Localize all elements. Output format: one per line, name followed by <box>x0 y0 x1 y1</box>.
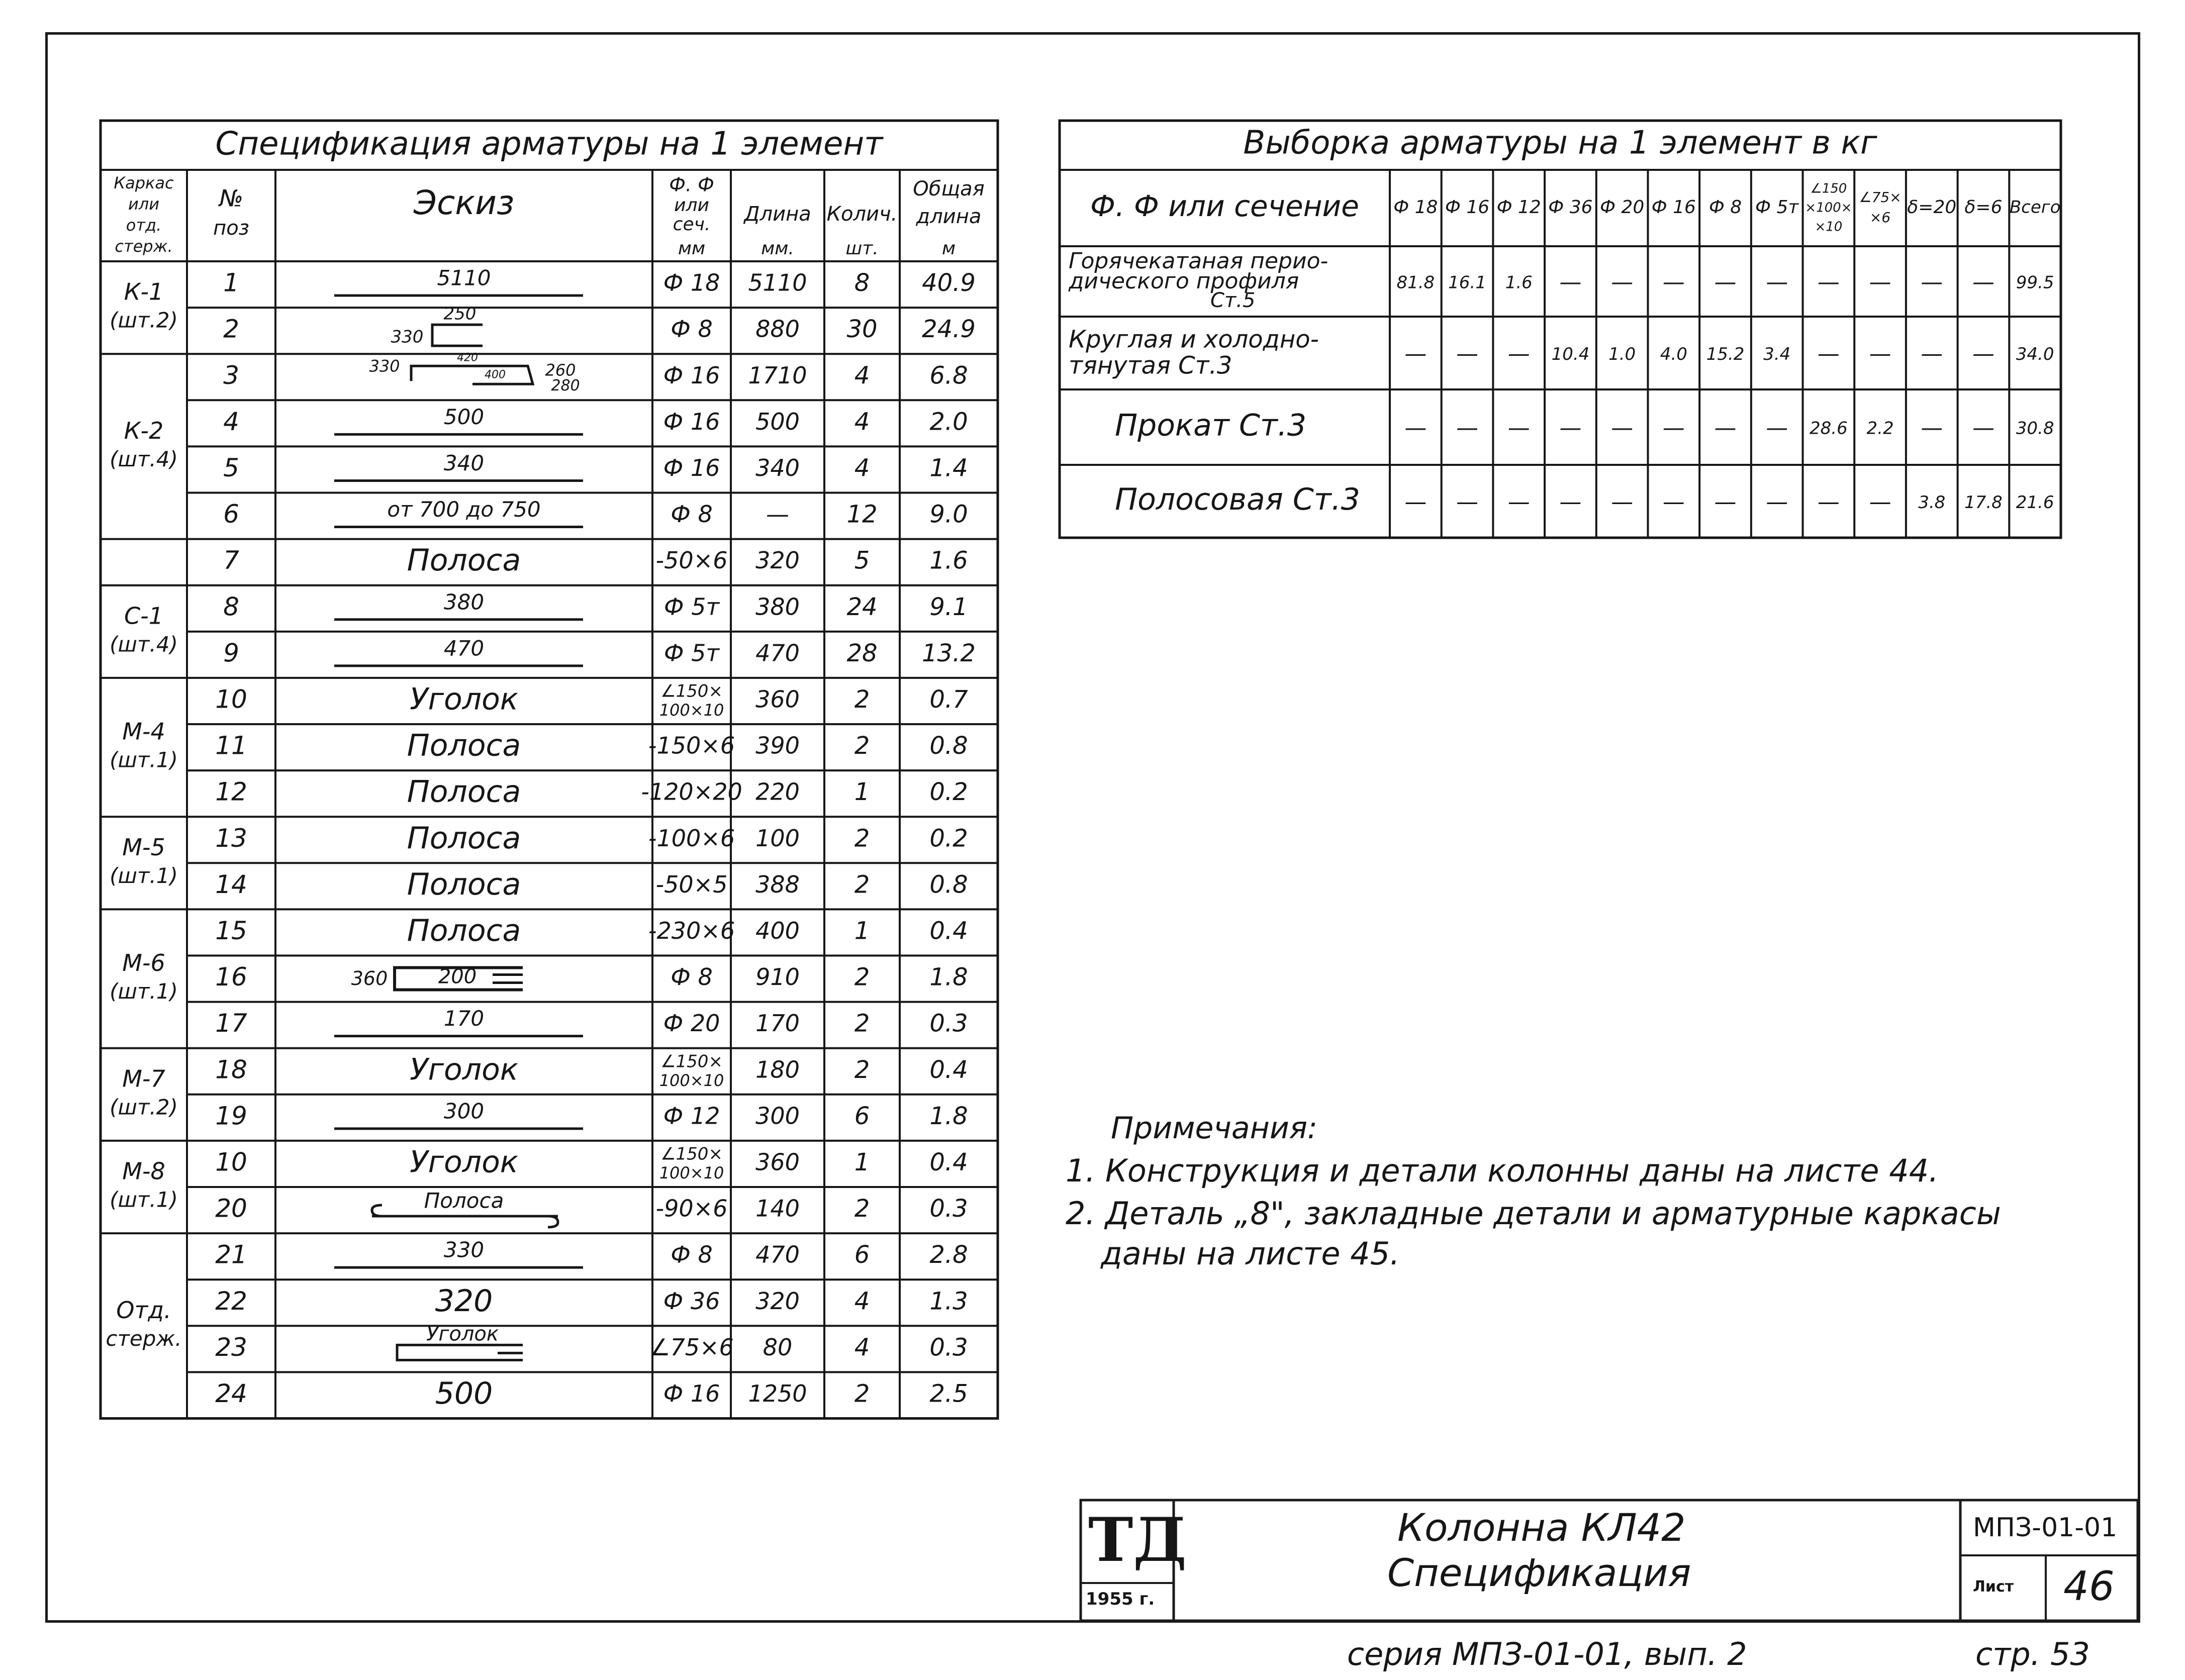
selection-row-label: Горячекатаная перио- <box>1069 248 1328 274</box>
spec-row-length: 100 <box>755 824 800 852</box>
spec-row-section: 100×10 <box>659 1163 724 1182</box>
sketch-dim: 330 <box>443 1237 485 1262</box>
spec-row-qty: 28 <box>846 639 878 667</box>
spec-group-label: М-7 <box>122 1065 165 1093</box>
spec-row-total: 0.8 <box>929 870 968 899</box>
spec-row-pos: 3 <box>223 360 239 390</box>
selection-col-header: ∠150 <box>1810 181 1847 196</box>
drawing-subtitle: Спецификация <box>1387 1550 1691 1595</box>
spec-header-total: длина <box>916 205 982 228</box>
spec-row-pos: 16 <box>215 962 247 992</box>
selection-cell: 10.4 <box>1551 344 1590 364</box>
spec-row-total: 0.2 <box>929 778 968 807</box>
sheet-label: Лист <box>1973 1578 2014 1596</box>
selection-cell: — <box>1766 269 1788 295</box>
spec-row-length: 300 <box>755 1102 800 1130</box>
spec-row-total: 0.4 <box>929 1148 968 1176</box>
spec-row-total: 0.8 <box>929 732 968 760</box>
selection-col-header: Ф 12 <box>1496 197 1541 218</box>
selection-cell: — <box>1714 489 1737 515</box>
selection-cell: — <box>1404 341 1427 367</box>
selection-cell: — <box>1662 489 1685 515</box>
selection-cell: — <box>1766 489 1788 515</box>
sketch-dim: 200 <box>438 965 477 989</box>
spec-row-pos: 2 <box>223 314 239 344</box>
selection-cell: — <box>1611 489 1634 515</box>
spec-row-length: 910 <box>755 963 800 991</box>
notes-title: Примечания: <box>1111 1111 1318 1146</box>
spec-row-pos: 19 <box>215 1101 247 1131</box>
sketch-dim: 260 <box>545 360 576 380</box>
spec-header-dia: или <box>674 195 709 216</box>
spec-header-group: или <box>128 194 160 214</box>
selection-cell: — <box>1921 415 1943 441</box>
selection-cell: — <box>1507 341 1530 367</box>
sketch-dim: Уголок <box>426 1322 499 1346</box>
spec-row-sketch-text: Полоса <box>407 866 521 902</box>
selection-title: Выборка арматуры на 1 элемент в кг <box>1243 124 1877 162</box>
selection-col-header: δ=20 <box>1907 197 1957 218</box>
spec-title: Спецификация арматуры на 1 элемент <box>215 125 883 163</box>
selection-cell: — <box>1817 489 1840 515</box>
spec-row-total: 1.8 <box>929 1102 968 1130</box>
selection-col-header: δ=6 <box>1964 197 2003 218</box>
selection-cell: — <box>1869 341 1891 367</box>
spec-header-qty: Колич. <box>826 203 898 226</box>
spec-row-sketch-text: Полоса <box>407 774 521 810</box>
note-3: даны на листе 45. <box>1101 1235 1400 1272</box>
selection-cell: — <box>1507 489 1530 515</box>
selection-col-header: Ф 20 <box>1599 197 1645 218</box>
spec-row-total: 2.8 <box>929 1241 968 1269</box>
sketch-dim: 170 <box>443 1006 485 1031</box>
selection-col-header: Ф 18 <box>1393 197 1438 218</box>
spec-row-total: 0.3 <box>929 1333 968 1362</box>
spec-row-qty: 1 <box>854 1148 870 1176</box>
spec-row-section: Ф 8 <box>671 963 713 991</box>
spec-row-total: 0.3 <box>929 1009 968 1038</box>
spec-row-qty: 2 <box>854 824 870 853</box>
spec-row-length: 380 <box>755 593 800 621</box>
spec-header-dia-unit: мм <box>678 238 706 259</box>
spec-row-qty: 2 <box>854 1009 870 1038</box>
spec-row-length: 470 <box>755 1241 800 1268</box>
selection-cell: 81.8 <box>1396 272 1435 293</box>
spec-row-length: 320 <box>755 547 800 574</box>
spec-row-total: 0.4 <box>929 917 968 945</box>
spec-row-section: -150×6 <box>648 732 735 759</box>
spec-group-label: М-4 <box>122 718 165 745</box>
spec-row-total: 40.9 <box>922 269 976 298</box>
sketch-dim: 500 <box>443 404 485 429</box>
selection-row-label: Прокат Ст.3 <box>1115 408 1307 443</box>
spec-header-len-unit: мм. <box>761 238 794 259</box>
spec-row-total: 9.0 <box>929 500 968 529</box>
selection-cell: 3.8 <box>1918 492 1946 513</box>
spec-row-length: 140 <box>755 1195 800 1222</box>
spec-row-pos: 13 <box>215 823 247 853</box>
spec-row-section: Ф 8 <box>671 1241 713 1268</box>
spec-row-pos: 10 <box>215 684 247 714</box>
spec-row-length: 180 <box>755 1056 800 1083</box>
spec-row-length: 500 <box>755 408 800 435</box>
spec-row-pos: 1 <box>223 268 239 298</box>
spec-header-sketch: Эскиз <box>413 183 515 223</box>
spec-row-total: 0.3 <box>929 1195 968 1223</box>
spec-row-length: 80 <box>763 1333 793 1361</box>
spec-header-dia: Ф. Ф <box>669 173 714 196</box>
spec-row-qty: 2 <box>854 732 870 760</box>
sketch-dim: 280 <box>551 376 580 394</box>
selection-cell: — <box>1404 489 1427 515</box>
spec-row-length: — <box>766 501 789 528</box>
selection-cell: 3.4 <box>1763 344 1791 364</box>
spec-row-pos: 24 <box>215 1378 247 1408</box>
spec-header-len: Длина <box>744 203 811 226</box>
spec-group-label: С-1 <box>124 602 163 630</box>
spec-row-section: -230×6 <box>648 917 735 944</box>
selection-cell: — <box>1766 415 1788 441</box>
spec-row-total: 0.2 <box>929 824 968 853</box>
selection-cell: 1.0 <box>1608 344 1636 364</box>
spec-row-section: -120×20 <box>641 778 742 806</box>
selection-cell: — <box>1611 415 1634 441</box>
spec-row-total: 1.3 <box>929 1287 968 1316</box>
spec-group-qty: (шт.2) <box>110 1095 178 1120</box>
spec-row-section: -50×5 <box>655 870 728 898</box>
selection-col-header: ×100× <box>1805 200 1852 216</box>
selection-cell: — <box>1559 489 1582 515</box>
selection-cell: — <box>1507 415 1530 441</box>
spec-row-length: 880 <box>755 315 800 343</box>
sketch-dim: 340 <box>443 450 485 475</box>
spec-row-length: 470 <box>755 639 800 667</box>
sketch-dim: 470 <box>443 636 485 661</box>
sketch-dim: 330 <box>369 356 400 376</box>
spec-group-label: К-1 <box>124 278 164 306</box>
sketch-dim: 380 <box>443 589 485 615</box>
selection-cell: — <box>1972 269 1994 295</box>
spec-row-length: 360 <box>755 1148 800 1176</box>
sketch-dim: 360 <box>351 967 388 990</box>
spec-group-qty: стерж. <box>106 1326 182 1351</box>
spec-row-length: 1710 <box>748 361 807 389</box>
spec-row-total: 9.1 <box>929 592 968 621</box>
spec-row-pos: 22 <box>215 1286 247 1316</box>
selection-col-header: Ф 16 <box>1445 197 1490 218</box>
spec-group-qty: (шт.4) <box>110 632 178 657</box>
spec-row-sketch-text: Полоса <box>407 728 521 763</box>
spec-row-pos: 6 <box>223 500 239 529</box>
selection-cell: — <box>1972 341 1994 367</box>
selection-cell: — <box>1714 415 1737 441</box>
selection-cell: — <box>1869 489 1891 515</box>
selection-cell: — <box>1921 269 1943 295</box>
selection-cell: — <box>1714 269 1737 295</box>
spec-row-qty: 6 <box>854 1241 870 1269</box>
spec-row-qty: 4 <box>854 408 870 436</box>
selection-cell: 17.8 <box>1964 492 2003 513</box>
selection-col-header: ×6 <box>1869 209 1891 226</box>
spec-row-pos: 11 <box>215 731 247 760</box>
spec-row-sketch-text: Уголок <box>409 1052 519 1088</box>
spec-row-pos: 9 <box>223 638 239 668</box>
spec-row-total: 1.6 <box>929 546 968 575</box>
spec-row-pos: 5 <box>223 453 239 482</box>
selection-cell: — <box>1456 341 1479 367</box>
spec-row-pos: 17 <box>215 1009 247 1038</box>
sketch-dim: 420 <box>457 351 478 364</box>
spec-row-total: 2.0 <box>929 408 968 436</box>
spec-header-dia: сеч. <box>673 214 711 235</box>
selection-cell: — <box>1559 269 1582 295</box>
spec-row-qty: 12 <box>846 500 878 529</box>
selection-cell: — <box>1611 269 1634 295</box>
spec-row-section: -50×6 <box>655 547 728 574</box>
selection-cell: — <box>1456 489 1479 515</box>
spec-row-section: ∠75×6 <box>649 1333 734 1361</box>
selection-col-header: Всего <box>2009 197 2061 218</box>
selection-cell: — <box>1921 341 1943 367</box>
spec-row-qty: 2 <box>854 1379 870 1408</box>
selection-col-header: Ф 5т <box>1755 197 1799 218</box>
spec-row-section: Ф 16 <box>663 408 720 435</box>
spec-row-qty: 5 <box>854 546 870 575</box>
spec-row-section: Ф 16 <box>663 1379 720 1407</box>
spec-row-qty: 2 <box>854 685 870 714</box>
sheet-number: 46 <box>2063 1563 2115 1610</box>
spec-group-qty: (шт.1) <box>110 979 178 1004</box>
spec-row-qty: 4 <box>854 454 870 482</box>
spec-row-pos: 10 <box>215 1147 247 1177</box>
spec-row-pos: 15 <box>215 916 247 945</box>
spec-row-section: Ф 5т <box>663 593 720 621</box>
spec-row-total: 6.8 <box>929 361 968 390</box>
selection-row-label: Ст.5 <box>1210 289 1256 312</box>
spec-row-total: 1.8 <box>929 963 968 992</box>
spec-row-total: 13.2 <box>922 639 976 667</box>
sketch-dim: от 700 до 750 <box>387 497 541 522</box>
spec-row-length: 340 <box>755 454 800 481</box>
spec-row-qty: 6 <box>854 1102 870 1130</box>
selection-header-first: Ф. Ф или сечение <box>1090 189 1359 224</box>
selection-cell: 30.8 <box>2016 418 2054 439</box>
selection-cell: 1.6 <box>1505 272 1533 293</box>
selection-col-header: Ф 16 <box>1651 197 1696 218</box>
selection-cell: 16.1 <box>1448 272 1486 293</box>
spec-group-qty: (шт.4) <box>110 446 178 471</box>
spec-row-sketch-text: Полоса <box>407 913 521 949</box>
selection-cell: 99.5 <box>2016 272 2054 293</box>
spec-row-section: Ф 5т <box>663 639 720 667</box>
spec-row-length: 320 <box>755 1287 800 1315</box>
spec-row-sketch-text: Уголок <box>409 1144 519 1180</box>
selection-row-label: тянутая Ст.3 <box>1069 351 1232 380</box>
note-1: 1. Конструкция и детали колонны даны на листе 44. <box>1066 1152 1939 1189</box>
spec-group-qty: (шт.1) <box>110 747 178 772</box>
spec-row-total: 2.5 <box>929 1379 968 1408</box>
spec-group-qty: (шт.2) <box>110 308 178 333</box>
spec-row-length: 388 <box>755 870 800 898</box>
selection-cell: — <box>1817 341 1840 367</box>
spec-row-pos: 14 <box>215 869 247 899</box>
spec-row-pos: 18 <box>215 1055 247 1084</box>
spec-row-qty: 1 <box>854 778 870 807</box>
spec-row-qty: 2 <box>854 963 870 992</box>
spec-row-total: 1.4 <box>929 454 968 482</box>
spec-row-section: 100×10 <box>659 1070 724 1090</box>
spec-row-qty: 2 <box>854 1195 870 1223</box>
selection-cell: — <box>1662 415 1685 441</box>
selection-cell: — <box>1404 415 1427 441</box>
selection-cell: 15.2 <box>1706 344 1745 364</box>
series-label: серия МПЗ-01-01, вып. 2 <box>1347 1636 1747 1672</box>
spec-group-qty: (шт.1) <box>110 863 178 888</box>
drawing-title: Колонна КЛ42 <box>1397 1505 1686 1550</box>
selection-cell: 21.6 <box>2016 492 2054 513</box>
selection-col-header: Ф 8 <box>1708 197 1742 218</box>
spec-row-total: 0.7 <box>929 685 968 714</box>
drawing-code: МПЗ-01-01 <box>1973 1513 2118 1543</box>
spec-row-section: -90×6 <box>655 1195 728 1222</box>
spec-row-section: Ф 36 <box>663 1287 720 1315</box>
stamp-year: 1955 г. <box>1086 1589 1155 1609</box>
sketch-dim: 5110 <box>437 265 491 290</box>
spec-header-group: Каркас <box>114 173 174 192</box>
spec-row-length: 5110 <box>748 269 807 297</box>
spec-row-qty: 2 <box>854 870 870 899</box>
spec-header-total-unit: м <box>941 238 956 259</box>
spec-row-section: ∠150× <box>660 1144 723 1164</box>
spec-row-sketch-text: 500 <box>435 1376 493 1412</box>
spec-header-group: отд. <box>126 216 162 235</box>
spec-row-qty: 24 <box>846 592 878 621</box>
sketch-dim: 330 <box>391 327 424 347</box>
spec-row-length: 170 <box>755 1010 800 1037</box>
selection-cell: — <box>1559 415 1582 441</box>
selection-col-header: ∠75× <box>1859 189 1902 206</box>
spec-row-length: 390 <box>755 732 800 759</box>
spec-row-section: ∠150× <box>660 1051 723 1072</box>
spec-row-section: Ф 8 <box>671 501 713 528</box>
selection-cell: 2.2 <box>1866 418 1894 439</box>
spec-row-section: Ф 16 <box>663 361 720 389</box>
spec-row-pos: 21 <box>215 1240 247 1269</box>
note-2: 2. Деталь „8", закладные детали и арматурные каркасы <box>1066 1195 2001 1232</box>
selection-cell: — <box>1456 415 1479 441</box>
spec-row-section: Ф 16 <box>663 454 720 481</box>
selection-cell: — <box>1817 269 1840 295</box>
selection-cell: 28.6 <box>1810 418 1848 439</box>
spec-row-qty: 4 <box>854 1287 870 1316</box>
selection-row-label: дического профиля <box>1069 268 1299 294</box>
spec-row-total: 24.9 <box>922 315 976 344</box>
selection-cell: — <box>1869 269 1891 295</box>
spec-row-length: 360 <box>755 685 800 713</box>
spec-header-num: поз <box>213 217 249 240</box>
selection-row-label: Круглая и холодно- <box>1069 325 1319 354</box>
spec-row-section: Ф 12 <box>663 1102 720 1130</box>
spec-row-pos: 4 <box>223 407 239 436</box>
selection-cell: — <box>1972 415 1994 441</box>
spec-group-label: М-5 <box>122 833 165 861</box>
spec-row-qty: 2 <box>854 1055 870 1084</box>
spec-row-length: 220 <box>755 778 800 806</box>
sketch-dim: Полоса <box>424 1188 504 1213</box>
spec-row-pos: 20 <box>215 1194 247 1223</box>
spec-row-sketch-text: 320 <box>435 1283 493 1319</box>
spec-row-section: 100×10 <box>659 700 724 720</box>
selection-cell: 4.0 <box>1660 344 1687 364</box>
spec-group-label: Отд. <box>116 1296 171 1324</box>
spec-row-section: Ф 8 <box>671 315 713 343</box>
spec-row-qty: 8 <box>854 269 870 298</box>
spec-row-qty: 4 <box>854 1333 870 1362</box>
spec-group-qty: (шт.1) <box>110 1187 178 1212</box>
spec-row-sketch-text: Полоса <box>407 820 521 856</box>
spec-header-qty-unit: шт. <box>845 238 879 259</box>
spec-header-total: Общая <box>913 177 985 201</box>
spec-group-label: К-2 <box>124 417 164 444</box>
spec-row-qty: 30 <box>846 315 878 344</box>
selection-col-header: ×10 <box>1815 219 1843 235</box>
selection-cell: 34.0 <box>2016 344 2054 364</box>
spec-row-qty: 1 <box>854 917 870 945</box>
spec-group-label: М-8 <box>122 1157 165 1185</box>
selection-col-header: Ф 36 <box>1548 197 1593 218</box>
spec-row-length: 400 <box>755 917 800 944</box>
spec-row-section: Ф 20 <box>663 1010 720 1037</box>
spec-header-group: стерж. <box>115 237 173 256</box>
spec-group-label: М-6 <box>122 949 165 977</box>
sketch-dim: 250 <box>443 304 477 324</box>
spec-header-num: № <box>219 184 243 212</box>
spec-row-section: Ф 18 <box>663 269 720 297</box>
spec-row-pos: 7 <box>223 546 239 575</box>
spec-row-sketch-text: Полоса <box>407 543 521 578</box>
sketch-dim: 300 <box>443 1099 485 1124</box>
spec-row-section: ∠150× <box>660 681 723 702</box>
spec-row-pos: 23 <box>215 1332 247 1362</box>
spec-row-length: 1250 <box>748 1379 807 1407</box>
td-logo: ТД <box>1088 1505 1187 1575</box>
page-label: стр. 53 <box>1975 1636 2090 1672</box>
spec-row-pos: 12 <box>215 777 247 807</box>
spec-row-section: -100×6 <box>648 824 735 852</box>
spec-row-pos: 8 <box>223 592 239 622</box>
spec-row-total: 0.4 <box>929 1055 968 1084</box>
selection-row-label: Полосовая Ст.3 <box>1115 482 1360 518</box>
spec-row-qty: 4 <box>854 361 870 390</box>
sketch-dim: 400 <box>485 368 506 381</box>
spec-row-sketch-text: Уголок <box>409 681 519 717</box>
selection-cell: — <box>1662 269 1685 295</box>
